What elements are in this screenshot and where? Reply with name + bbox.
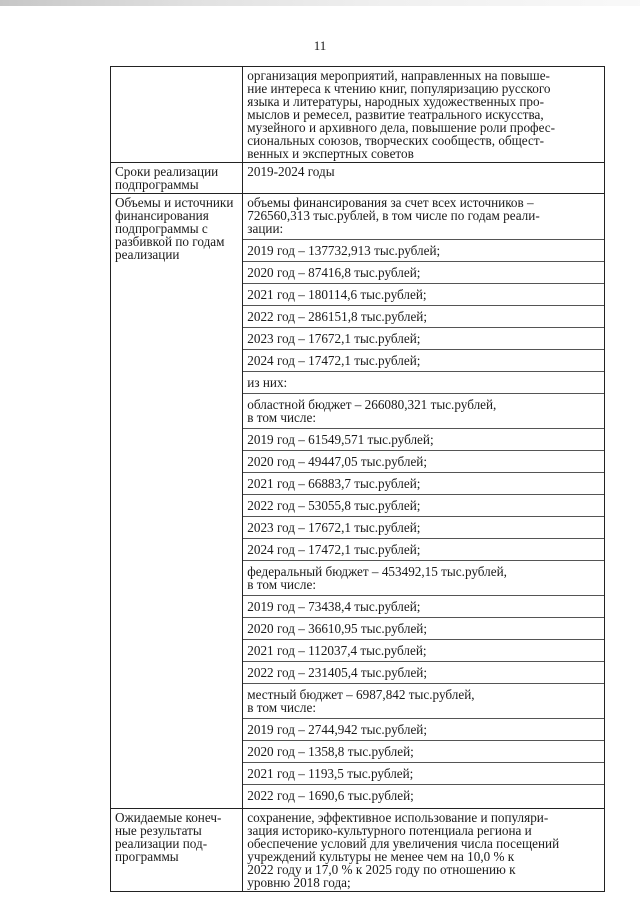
- financing-line: 2020 год – 87416,8 тыс.рублей;: [243, 261, 604, 283]
- financing-total: объемы финансирования за счет всех источников – 726560,313 тыс.рублей, в том числе по годам реали- зации:: [247, 195, 540, 236]
- page-number: 11: [313, 38, 327, 53]
- financing-line: 2020 год – 49447,05 тыс.рублей;: [243, 450, 604, 472]
- results-label-cell: [111, 809, 243, 892]
- results-label: Ожидаемые конеч- ные результаты реализации под- программы: [115, 810, 222, 864]
- financing-label-cell: [111, 194, 243, 809]
- intro-value-cell: [243, 67, 605, 163]
- terms-label: Сроки реализации подпрограммы: [115, 164, 219, 192]
- financing-line: 2023 год – 17672,1 тыс.рублей;: [243, 327, 604, 349]
- financing-local-total: местный бюджет – 6987,842 тыс.рублей, в том числе:: [243, 683, 604, 718]
- scan-edge-artifact: [0, 0, 640, 6]
- subprogram-passport-table: [110, 66, 605, 892]
- financing-line: 2020 год – 1358,8 тыс.рублей;: [243, 740, 604, 762]
- financing-line: 2022 год – 1690,6 тыс.рублей;: [243, 784, 604, 806]
- table-row-terms: [111, 163, 605, 194]
- financing-federal-total: федеральный бюджет – 453492,15 тыс.рублей, в том числе:: [243, 560, 604, 595]
- financing-regional-total: областной бюджет – 266080,321 тыс.рублей, в том числе:: [243, 393, 604, 428]
- table-row-intro: [111, 67, 605, 163]
- financing-line: 2021 год – 1193,5 тыс.рублей;: [243, 762, 604, 784]
- intro-label-cell: [111, 67, 243, 163]
- financing-line: 2024 год – 17472,1 тыс.рублей;: [243, 349, 604, 371]
- terms-value-cell: [243, 163, 605, 194]
- financing-line: 2021 год – 66883,7 тыс.рублей;: [243, 472, 604, 494]
- financing-line: 2022 год – 231405,4 тыс.рублей;: [243, 661, 604, 683]
- table-row-financing: [111, 194, 605, 809]
- terms-value: 2019-2024 годы: [247, 164, 335, 179]
- financing-line: 2022 год – 53055,8 тыс.рублей;: [243, 494, 604, 516]
- financing-line: 2022 год – 286151,8 тыс.рублей;: [243, 305, 604, 327]
- intro-text: организация мероприятий, направленных на повыше- ние интереса к чтению книг, популяризацию русского языка и литературы, народных художественных про- мыслов и ремесел, развитие театрального искусства, музейного и архивного дела, повышение роли профес- сиональных союзов, творческих сообществ, общест- венных и экспертных советов: [247, 68, 556, 161]
- financing-line: 2021 год – 112037,4 тыс.рублей;: [243, 639, 604, 661]
- financing-label: Объемы и источники финансирования подпрограммы с разбивкой по годам реализации: [115, 195, 234, 262]
- results-value: сохранение, эффективное использование и популяри- зация историко-культурного потенциала региона и обеспечение условий для увеличения числа посещений учреждений культуры не менее чем на 10,0 % к 2022 году и 17,0 % к 2025 году по отношению к уровню 2018 года;: [247, 810, 560, 890]
- financing-line: 2024 год – 17472,1 тыс.рублей;: [243, 538, 604, 560]
- terms-label-cell: [111, 163, 243, 194]
- financing-line: 2021 год – 180114,6 тыс.рублей;: [243, 283, 604, 305]
- financing-line: 2019 год – 73438,4 тыс.рублей;: [243, 595, 604, 617]
- financing-line: 2019 год – 2744,942 тыс.рублей;: [243, 718, 604, 740]
- financing-line: 2023 год – 17672,1 тыс.рублей;: [243, 516, 604, 538]
- financing-line: 2019 год – 137732,913 тыс.рублей;: [243, 239, 604, 261]
- results-value-cell: [243, 809, 605, 892]
- table-row-results: [111, 809, 605, 892]
- financing-line: 2019 год – 61549,571 тыс.рублей;: [243, 428, 604, 450]
- financing-line: 2020 год – 36610,95 тыс.рублей;: [243, 617, 604, 639]
- financing-value-cell: [243, 194, 605, 809]
- financing-line: из них:: [243, 371, 604, 393]
